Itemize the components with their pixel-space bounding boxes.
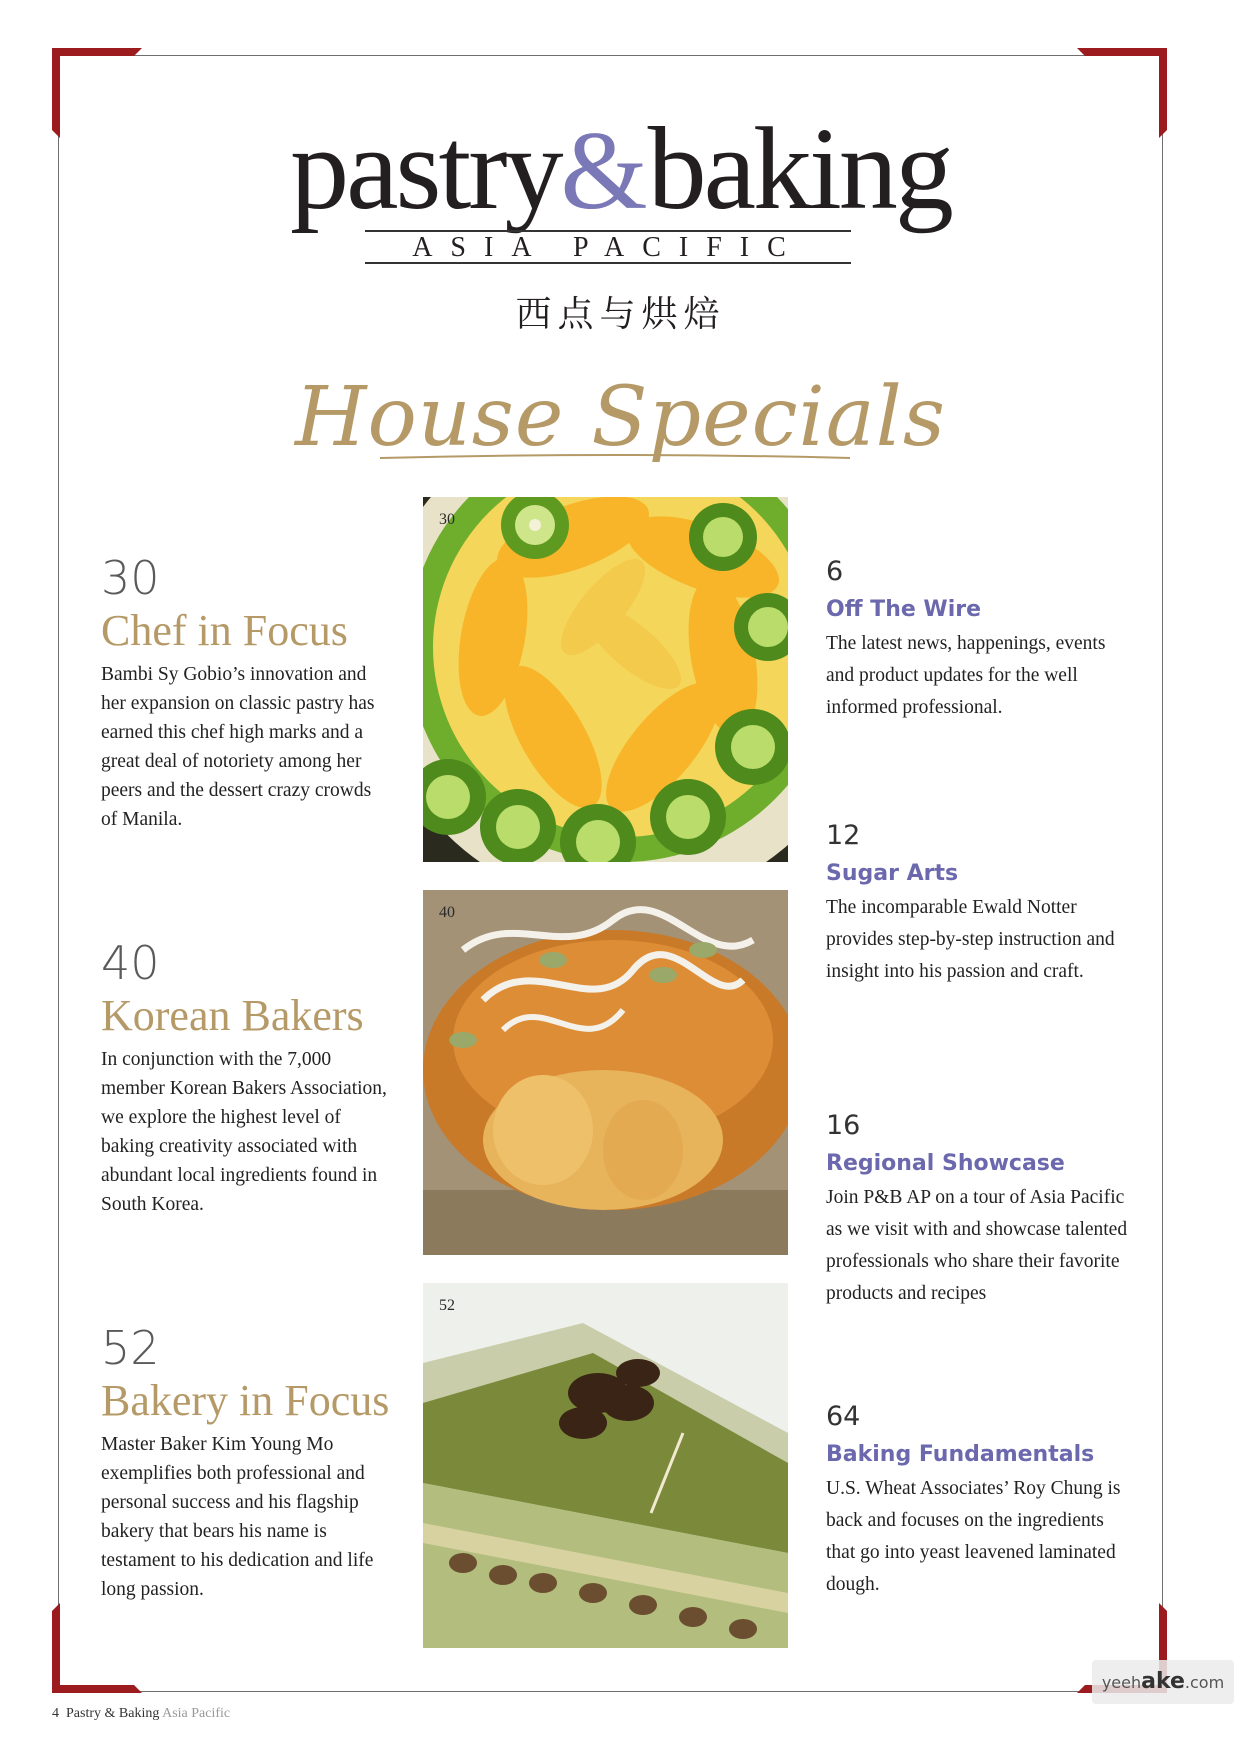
- department-page-number: 64: [826, 1401, 861, 1432]
- feature-page-number: 40: [101, 936, 160, 990]
- department-description: The latest news, happenings, events and product updates for the well informed professional.: [826, 633, 1106, 718]
- masthead-ampersand: &: [560, 109, 648, 233]
- feature-chef-in-focus[interactable]: [101, 551, 391, 834]
- department-regional-showcase[interactable]: [826, 1112, 1136, 1310]
- feature-page-number: 52: [101, 1321, 160, 1375]
- footer-page-number: 4: [52, 1706, 59, 1721]
- masthead-subtitle: [365, 230, 851, 266]
- bread-illustration: [423, 890, 788, 1255]
- section-title: House Specials: [295, 370, 946, 465]
- department-description: The incomparable Ewald Notter provides step-by-step instruction and insight into his passion and craft.: [826, 897, 1115, 982]
- subtitle-rule-bottom: [365, 262, 851, 264]
- department-heading: Baking Fundamentals: [826, 1442, 1095, 1467]
- department-page-number: 16: [826, 1110, 861, 1141]
- department-sugar-arts[interactable]: [826, 822, 1136, 988]
- feature-description: In conjunction with the 7,000 member Korean Bakers Association, we explore the highest level of baking creativity associated with abundant local ingredients found in South Korea.: [101, 1048, 387, 1215]
- green-tea-cake-photo[interactable]: [423, 1283, 788, 1648]
- photo-page-number: 52: [439, 1297, 455, 1314]
- department-description: U.S. Wheat Associates’ Roy Chung is back and focuses on the ingredients that go into yeast leavened laminated dough.: [826, 1478, 1121, 1595]
- department-page-number: 6: [826, 556, 844, 587]
- feature-korean-bakers[interactable]: [101, 936, 391, 1219]
- department-heading: Sugar Arts: [826, 861, 959, 886]
- department-off-the-wire[interactable]: [826, 558, 1136, 724]
- feature-description: Bambi Sy Gobio’s innovation and her expansion on classic pastry has earned this chef high marks and a great deal of notoriety among her peers and the dessert crazy crowds of Manila.: [101, 663, 375, 830]
- watermark-text-suffix: .com: [1184, 1673, 1225, 1692]
- section-title-underline: [380, 452, 850, 462]
- department-heading: Off The Wire: [826, 597, 982, 622]
- watermark-text-main: ake: [1141, 1669, 1185, 1694]
- feature-description: Master Baker Kim Young Mo exemplifies both professional and personal success and his flagship bakery that bears his name is testament to his dedication and life long passion.: [101, 1433, 374, 1600]
- feature-heading: Chef in Focus: [101, 606, 348, 655]
- department-baking-fundamentals[interactable]: [826, 1403, 1136, 1601]
- subtitle-text: ASIA PACIFIC: [412, 232, 804, 263]
- corner-ornament-bottom-left: [52, 1603, 152, 1693]
- department-heading: Regional Showcase: [826, 1151, 1065, 1176]
- footer-region: Asia Pacific: [162, 1706, 231, 1721]
- footer-magazine-name: Pastry & Baking: [66, 1706, 160, 1721]
- feature-page-number: 30: [101, 551, 160, 605]
- watermark-text-prefix: yeeh: [1101, 1673, 1142, 1692]
- page-footer: [52, 1706, 230, 1722]
- masthead-chinese-title: 西点与烘焙: [515, 294, 726, 335]
- feature-bakery-in-focus[interactable]: [101, 1321, 391, 1604]
- masthead-logo: [0, 103, 1241, 234]
- photo-page-number: 40: [439, 904, 455, 921]
- fruit-tart-photo[interactable]: [423, 497, 788, 862]
- masthead-word-baking: baking: [647, 103, 951, 234]
- fruit-tart-illustration: [423, 497, 788, 862]
- department-description: Join P&B AP on a tour of Asia Pacific as we visit with and showcase talented professionals who share their favorite products and recipes: [826, 1187, 1128, 1304]
- bread-photo[interactable]: [423, 890, 788, 1255]
- feature-heading: Bakery in Focus: [101, 1376, 390, 1425]
- photo-page-number: 30: [439, 511, 455, 528]
- department-page-number: 12: [826, 820, 861, 851]
- feature-heading: Korean Bakers: [101, 991, 364, 1040]
- masthead-word-pastry: pastry: [290, 103, 561, 234]
- watermark-logo: [1092, 1660, 1234, 1704]
- green-tea-cake-illustration: [423, 1283, 788, 1648]
